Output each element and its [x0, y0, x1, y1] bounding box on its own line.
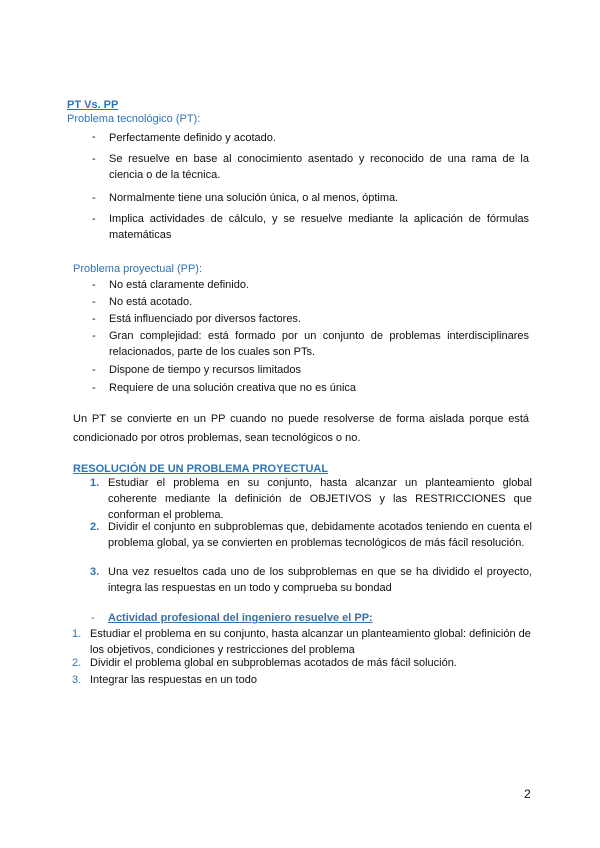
- pt-item: Perfectamente definido y acotado.: [109, 132, 276, 144]
- pt-item: Implica actividades de cálculo, y se resuelve mediante la aplicación de fórmulas matemáticas: [109, 213, 529, 241]
- step-text: Dividir el conjunto en subproblemas que, debidamente acotados teniendo en cuenta el problema global, ya se convierten en problemas tecnológicos de más fácil resolución.: [108, 521, 532, 549]
- pp-item: No está claramente definido.: [109, 279, 250, 291]
- pt-item: Normalmente tiene una solución única, o al menos, óptima.: [109, 192, 399, 204]
- bullet-dash: -: [92, 382, 96, 394]
- step-number: 2.: [90, 521, 100, 533]
- pp-item: Está influenciado por diversos factores.: [109, 313, 301, 325]
- activity-step-number: 1.: [72, 628, 82, 640]
- bullet-dash: -: [92, 279, 96, 291]
- pt-to-pp-paragraph: Un PT se convierte en un PP cuando no puede resolverse de forma aislada porque está condicionado por otros problemas, sean tecnológicos o no.: [73, 413, 529, 444]
- bullet-dash: -: [92, 313, 96, 325]
- bullet-dash: -: [92, 192, 96, 204]
- bullet-dash: -: [92, 153, 96, 165]
- bullet-dash: -: [92, 213, 96, 225]
- bullet-dash: -: [91, 612, 95, 624]
- section-title-pt-vs-pp: PT Vs. PP: [67, 99, 119, 111]
- activity-step-text: Integrar las respuestas en un todo: [90, 674, 257, 686]
- activity-step-text: Dividir el problema global en subproblemas acotados de más fácil solución.: [90, 657, 457, 669]
- pt-item: Se resuelve en base al conocimiento asentado y reconocido de una rama de la ciencia o de la técnica.: [109, 153, 529, 181]
- step-text: Una vez resueltos cada uno de los subproblemas en que se ha dividido el proyecto, integra las respuestas en un todo y comprueba su bondad: [108, 566, 532, 594]
- step-text: Estudiar el problema en su conjunto, hasta alcanzar un planteamiento global coherente mediante la definición de OBJETIVOS y las RESTRICCIONES que conforman el problema.: [108, 477, 532, 521]
- section-title-resolucion: RESOLUCIÓN DE UN PROBLEMA PROYECTUAL: [73, 463, 329, 475]
- bullet-dash: -: [92, 364, 96, 376]
- pp-item: Gran complejidad: está formado por un conjunto de problemas interdisciplinares relacionados, parte de los cuales son PTs.: [109, 330, 529, 358]
- step-number: 3.: [90, 566, 100, 578]
- pp-item: Requiere de una solución creativa que no es única: [109, 382, 357, 394]
- activity-step-number: 2.: [72, 657, 82, 669]
- activity-title: Actividad profesional del ingeniero resuelve el PP:: [108, 612, 373, 624]
- pp-item: Dispone de tiempo y recursos limitados: [109, 364, 301, 376]
- bullet-dash: -: [92, 131, 96, 143]
- activity-step-number: 3.: [72, 674, 82, 686]
- page-number: 2: [524, 787, 531, 801]
- activity-step-text: Estudiar el problema en su conjunto, hasta alcanzar un planteamiento global: definición de los objetivos, condiciones y restricciones del problema: [90, 628, 531, 656]
- pp-item: No está acotado.: [109, 296, 193, 308]
- step-number: 1.: [90, 477, 100, 489]
- bullet-dash: -: [92, 296, 96, 308]
- bullet-dash: -: [92, 330, 96, 342]
- pp-heading: Problema proyectual (PP):: [73, 263, 202, 275]
- pt-heading: Problema tecnológico (PT):: [67, 113, 201, 125]
